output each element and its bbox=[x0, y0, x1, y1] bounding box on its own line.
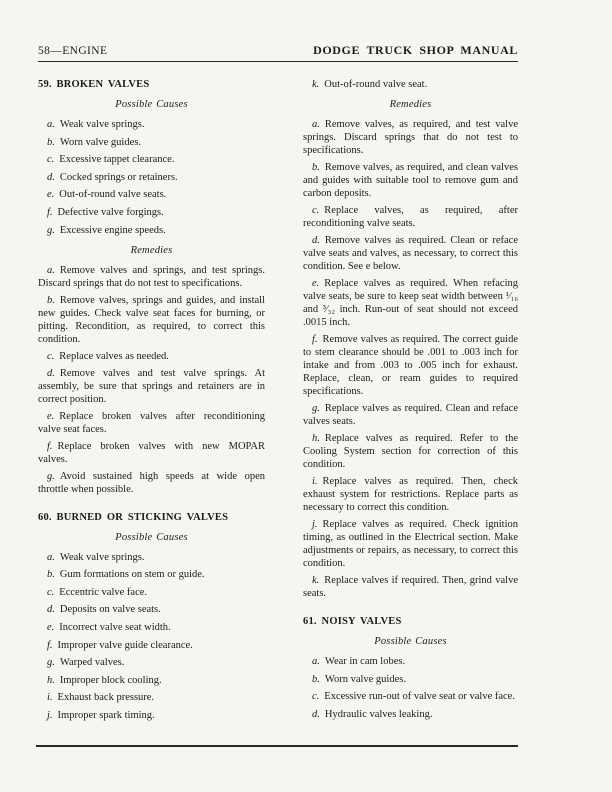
item-letter: f. bbox=[47, 639, 53, 651]
item-letter: b. bbox=[47, 294, 55, 306]
cause-item bbox=[38, 153, 265, 166]
item-text: Exhaust back pressure. bbox=[57, 692, 155, 704]
item-letter: h. bbox=[312, 433, 320, 444]
paragraph-text: Replace broken valves with new MOPAR valves. bbox=[38, 440, 265, 465]
item-text: Weak valve springs. bbox=[59, 551, 145, 563]
item-letter: i. bbox=[47, 692, 53, 704]
section-heading-59: 59. BROKEN VALVES bbox=[38, 79, 150, 90]
item-text: Eccentric valve face. bbox=[59, 586, 148, 598]
item-letter: a. bbox=[47, 551, 55, 563]
item-letter: a. bbox=[47, 264, 55, 276]
cause-item bbox=[303, 78, 518, 91]
cause-item bbox=[38, 586, 265, 599]
cause-item bbox=[38, 224, 265, 237]
cause-item bbox=[38, 639, 265, 652]
cause-item bbox=[303, 690, 518, 703]
footer-rule bbox=[36, 745, 518, 747]
paragraph-text: Replace valves as needed. bbox=[59, 350, 169, 362]
item-text: Hydraulic valves leaking. bbox=[324, 708, 433, 720]
paragraph-text: Replace valves as required. Then, check exhaust system for restrictions. Replace parts as necessary to correct this condition. bbox=[303, 476, 518, 513]
item-text: Deposits on valve seats. bbox=[59, 604, 161, 616]
cause-item bbox=[38, 188, 265, 201]
remedy-paragraph bbox=[38, 350, 265, 363]
paragraph-text: Remove valves, springs and guides, and install new guides. Check valve seat faces for burning, or pitting. Recondition, as required, to correct this condition. bbox=[38, 294, 265, 345]
cause-item bbox=[38, 603, 265, 616]
item-letter: e. bbox=[312, 278, 320, 289]
left-column bbox=[38, 78, 265, 727]
two-column-layout bbox=[38, 78, 518, 727]
item-letter: c. bbox=[47, 350, 55, 362]
cause-item bbox=[303, 673, 518, 686]
remedy-paragraph bbox=[303, 518, 518, 570]
item-letter: f. bbox=[312, 334, 318, 345]
paragraph-text: Avoid sustained high speeds at wide open throttle when possible. bbox=[38, 470, 265, 495]
item-text: Weak valve springs. bbox=[59, 119, 145, 130]
item-text: Defective valve forgings. bbox=[57, 206, 164, 218]
item-letter: d. bbox=[47, 171, 55, 183]
remedy-paragraph bbox=[303, 277, 518, 329]
item-letter: e. bbox=[47, 410, 55, 422]
subheading-possible-causes: Possible Causes bbox=[115, 531, 188, 543]
item-text: Cocked springs or retainers. bbox=[59, 171, 178, 183]
cause-item bbox=[38, 206, 265, 219]
item-letter: d. bbox=[312, 235, 320, 246]
item-text: Worn valve guides. bbox=[59, 136, 141, 148]
cause-item bbox=[38, 656, 265, 669]
remedy-paragraph bbox=[303, 333, 518, 398]
paragraph-text: Replace valves as required. Clean and reface valves seats. bbox=[303, 403, 518, 427]
cause-item bbox=[303, 708, 518, 721]
remedy-paragraph bbox=[303, 234, 518, 273]
item-text: Improper spark timing. bbox=[57, 709, 155, 721]
paragraph-text: Replace valves if required. Then, grind valve seats. bbox=[303, 575, 518, 599]
subheading-possible-causes: Possible Causes bbox=[374, 636, 447, 647]
remedy-paragraph bbox=[38, 410, 265, 436]
item-letter: g. bbox=[312, 403, 320, 414]
item-text: Out-of-round valve seat. bbox=[324, 79, 428, 90]
paragraph-text: Replace valves as required. Check ignition timing, as outlined in the Electrical section. Make adjustments or repairs, as necessary, to correct this condition. bbox=[303, 519, 518, 569]
item-text: Excessive run-out of valve seat or valve face. bbox=[324, 691, 515, 703]
remedy-paragraph bbox=[38, 470, 265, 496]
item-text: Out-of-round valve seats. bbox=[59, 189, 167, 201]
subheading-remedies: Remedies bbox=[389, 99, 432, 110]
item-text: Gum formations on stem or guide. bbox=[59, 569, 205, 581]
paragraph-text: Replace valves as required. Refer to the Cooling System section for correction of this condition. bbox=[303, 433, 518, 470]
paragraph-text: Remove valves and springs, and test springs. Discard springs that do not test to specifications. bbox=[38, 264, 265, 289]
remedy-paragraph bbox=[38, 264, 265, 290]
item-text: Warped valves. bbox=[59, 657, 125, 669]
remedy-paragraph bbox=[303, 432, 518, 471]
item-letter: c. bbox=[312, 691, 320, 703]
item-letter: a. bbox=[47, 119, 55, 130]
item-letter: b. bbox=[47, 569, 55, 581]
item-letter: a. bbox=[312, 119, 320, 130]
item-text: Improper block cooling. bbox=[59, 674, 162, 686]
cause-item bbox=[38, 136, 265, 149]
cause-item bbox=[38, 551, 265, 564]
item-text: Improper valve guide clearance. bbox=[57, 639, 193, 651]
item-letter: f. bbox=[47, 440, 53, 452]
cause-item bbox=[38, 691, 265, 704]
paragraph-text: Replace broken valves after reconditioning valve seat faces. bbox=[38, 410, 265, 435]
remedy-paragraph bbox=[303, 161, 518, 200]
item-letter: j. bbox=[47, 709, 53, 721]
remedy-paragraph bbox=[38, 367, 265, 406]
remedy-paragraph bbox=[38, 440, 265, 466]
remedy-paragraph bbox=[303, 574, 518, 600]
section-heading-61: 61. NOISY VALVES bbox=[303, 616, 402, 627]
item-letter: j. bbox=[312, 519, 318, 530]
item-text: Incorrect valve seat width. bbox=[59, 621, 171, 633]
paragraph-text: Remove valves, as required, and test valve springs. Discard springs that do not test to specifications. bbox=[303, 119, 518, 156]
cause-item bbox=[303, 655, 518, 668]
item-letter: h. bbox=[47, 674, 55, 686]
item-letter: g. bbox=[47, 657, 55, 669]
item-letter: i. bbox=[312, 476, 318, 487]
item-letter: b. bbox=[312, 162, 320, 173]
cause-item bbox=[38, 674, 265, 687]
item-letter: b. bbox=[47, 136, 55, 148]
section-heading-60: 60. BURNED OR STICKING VALVES bbox=[38, 511, 229, 523]
item-letter: g. bbox=[47, 470, 55, 482]
remedy-paragraph bbox=[303, 475, 518, 514]
item-letter: d. bbox=[47, 604, 55, 616]
page-number: 58—ENGINE bbox=[38, 45, 108, 57]
right-column bbox=[303, 78, 518, 727]
item-letter: e. bbox=[47, 621, 55, 633]
item-text: Worn valve guides. bbox=[324, 673, 406, 685]
remedy-paragraph bbox=[38, 294, 265, 346]
paragraph-text: Replace valves, as required, after reconditioning valve seats. bbox=[303, 205, 518, 229]
paragraph-text: Replace valves as required. When refacing valve seats, be sure to keep seat width between ¹⁄₁₆ and ³⁄₃₂ inch. Run-out of seat should not exceed .0015 inch. bbox=[303, 278, 518, 328]
manual-title: DODGE TRUCK SHOP MANUAL bbox=[313, 43, 518, 57]
page-header bbox=[38, 44, 518, 62]
remedy-paragraph bbox=[303, 402, 518, 428]
item-letter: k. bbox=[312, 575, 320, 586]
item-letter: g. bbox=[47, 224, 55, 236]
item-letter: c. bbox=[47, 154, 55, 166]
cause-item bbox=[38, 621, 265, 634]
item-letter: e. bbox=[47, 189, 55, 201]
paragraph-text: Remove valves as required. Clean or reface valve seats and valves, as necessary, to correct this condition. See e below. bbox=[303, 235, 518, 272]
item-letter: a. bbox=[312, 656, 320, 667]
paragraph-text: Remove valves as required. The correct guide to stem clearance should be .001 to .003 inch for intake and from .003 to .005 inch for exhaust. Replace, clean, or ream guides to required specifications. bbox=[303, 334, 518, 397]
cause-item bbox=[38, 118, 265, 131]
page-content bbox=[38, 44, 518, 727]
cause-item bbox=[38, 568, 265, 581]
item-text: Wear in cam lobes. bbox=[324, 656, 406, 667]
item-letter: k. bbox=[312, 79, 320, 90]
remedy-paragraph bbox=[303, 204, 518, 230]
item-letter: f. bbox=[47, 206, 53, 218]
remedy-paragraph bbox=[303, 118, 518, 157]
item-letter: d. bbox=[47, 367, 55, 379]
item-letter: c. bbox=[47, 586, 55, 598]
item-letter: d. bbox=[312, 708, 320, 720]
item-text: Excessive engine speeds. bbox=[59, 224, 166, 236]
subheading-possible-causes: Possible Causes bbox=[115, 99, 188, 110]
item-text: Excessive tappet clearance. bbox=[59, 154, 175, 166]
paragraph-text: Remove valves, as required, and clean valves and guides with suitable tool to remove gum and carbon deposits. bbox=[303, 162, 518, 199]
cause-item bbox=[38, 709, 265, 722]
item-letter: c. bbox=[312, 205, 320, 216]
subheading-remedies: Remedies bbox=[130, 244, 173, 256]
item-letter: b. bbox=[312, 673, 320, 685]
cause-item bbox=[38, 171, 265, 184]
paragraph-text: Remove valves and test valve springs. At assembly, be sure that springs and retainers are in correct position. bbox=[38, 367, 265, 405]
